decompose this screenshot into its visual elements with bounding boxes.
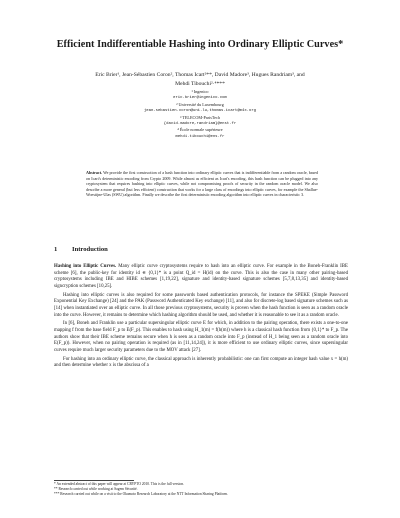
affiliation-4-label: ⁴ École normale supérieure — [177, 127, 223, 133]
footnote-rule — [54, 480, 134, 481]
authors-line-1: Eric Brier¹, Jean-Sébastien Coron², Thomas Icart²**, David Madore³, Hugues Randriam³, and — [95, 72, 305, 78]
paragraph-1-lead: Hashing into Elliptic Curves. — [54, 264, 117, 269]
paragraph-3: In [6], Boneh and Franklin use a particular supersingular elliptic curve E for which, in addition to the pairing operation, there exists a one-to-one mapping f from the base field F_p to E(F_p). This enables to hash using H_1(m) = f(h(m)) where h is a classical hash function from {0,1}* to F_p. The authors show that their IBE scheme remains secure when h is seen as a random oracle into F_p (instead of H_1 being seen as a random oracle into E(F_p)). However, when no pairing operation is required (as in [11,14,24]), it is more efficient to use ordinary elliptic curves, since supersingular curves require much larger security parameters due to the MOV attack [27]. — [54, 321, 348, 353]
abstract — [86, 170, 318, 198]
affiliation-3-label: ³ TELECOM-ParisTech — [180, 114, 220, 120]
footnote-2: ** Research carried out while working at Sagem Sécurité. — [54, 486, 138, 491]
affiliation-3-email: {david.madore,randriam}@enst.fr — [163, 122, 237, 127]
section-number: 1 — [54, 246, 58, 253]
paragraph-4: For hashing into an ordinary elliptic curve, the classical approach is inherently probabilistic: one can first compute an integer hash value x = h(m) and then determine whether x is the abscissa of a — [54, 356, 348, 369]
authors-line-2: Mehdi Tibouchi²·⁴*** — [175, 80, 225, 87]
abstract-text: We provide the first construction of a hash function into ordinary elliptic curves that is indifferentiable from a random oracle, based on Icart's deterministic encoding from Crypto 2009. While almost as efficient as Icart's encoding, this hash function can be plugged into any cryptosystem that requires hashing into elliptic curves, while not compromising proofs of security in the random oracle model. We also describe a more general (but less efficient) construction that works for a large class of encodings into elliptic curves, for example the Shallue-Woestijne-Ulas (SWU) algorithm. Finally we describe the first deterministic encoding algorithm into elliptic curves in characteristic 3. — [86, 170, 318, 198]
footnotes — [54, 482, 350, 496]
footnote-3: *** Research carried out while on a visit to the Okamoto Research Laboratory at the NTT Information Sharing Platform. — [54, 491, 229, 496]
abstract-label: Abstract. — [86, 170, 103, 175]
paper-title: Efficient Indifferentiable Hashing into Ordinary Elliptic Curves* — [56, 39, 344, 50]
paragraph-1 — [54, 264, 348, 291]
footnote-1: * An extended abstract of this paper will appear at CRYPTO 2010. This is the full version. — [54, 482, 185, 486]
section-heading — [54, 246, 354, 253]
paragraph-2: Hashing into elliptic curves is also required for some passwords based authentication protocols, for instance the SPEKE (Simple Password Exponential Key Exchange) [24] and the PAK (Password Authenticated Key exchange) [11], and also for discrete-log based signature schemes such as [14] when instantiated over an elliptic curve. In all those previous cryptosystems, security is proven when the hash function is seen as a random oracle into the curve. However, it remains to determine which hashing algorithm should be used, and whether it is reasonable to see it as a random oracle. — [54, 292, 348, 318]
body-text — [54, 264, 348, 372]
affiliation-1-email: eric.brier@ingenico.com — [173, 96, 227, 101]
paragraph-1-text: Many elliptic curve cryptosystems require to hash into an elliptic curve. For example in the Boneh-Franklin IBE scheme [6], the public-key for identity id ∈ {0,1}* is a point Q_id = H(id) on the curve. This is also the case in many other pairing-based cryptosystems including IBE and HIBE schemes [1,19,22], signature and identity-based signature schemes [5,7,8,13,35] and identity-based signcryption schemes [10,25]. — [54, 264, 348, 289]
author-list — [30, 71, 370, 88]
affiliation-1-label: ¹ Ingenico — [191, 89, 209, 94]
affiliation-2-email: jean-sebastien.coron@uni.lu,thomas.icart@m4x.org — [143, 109, 257, 114]
affiliation-4-email: mehdi.tibouchi@ens.fr — [175, 134, 225, 139]
section-title: Introduction — [72, 246, 108, 253]
affiliation-2-label: ² Université du Luxembourg — [176, 101, 224, 107]
affiliations — [70, 89, 330, 140]
